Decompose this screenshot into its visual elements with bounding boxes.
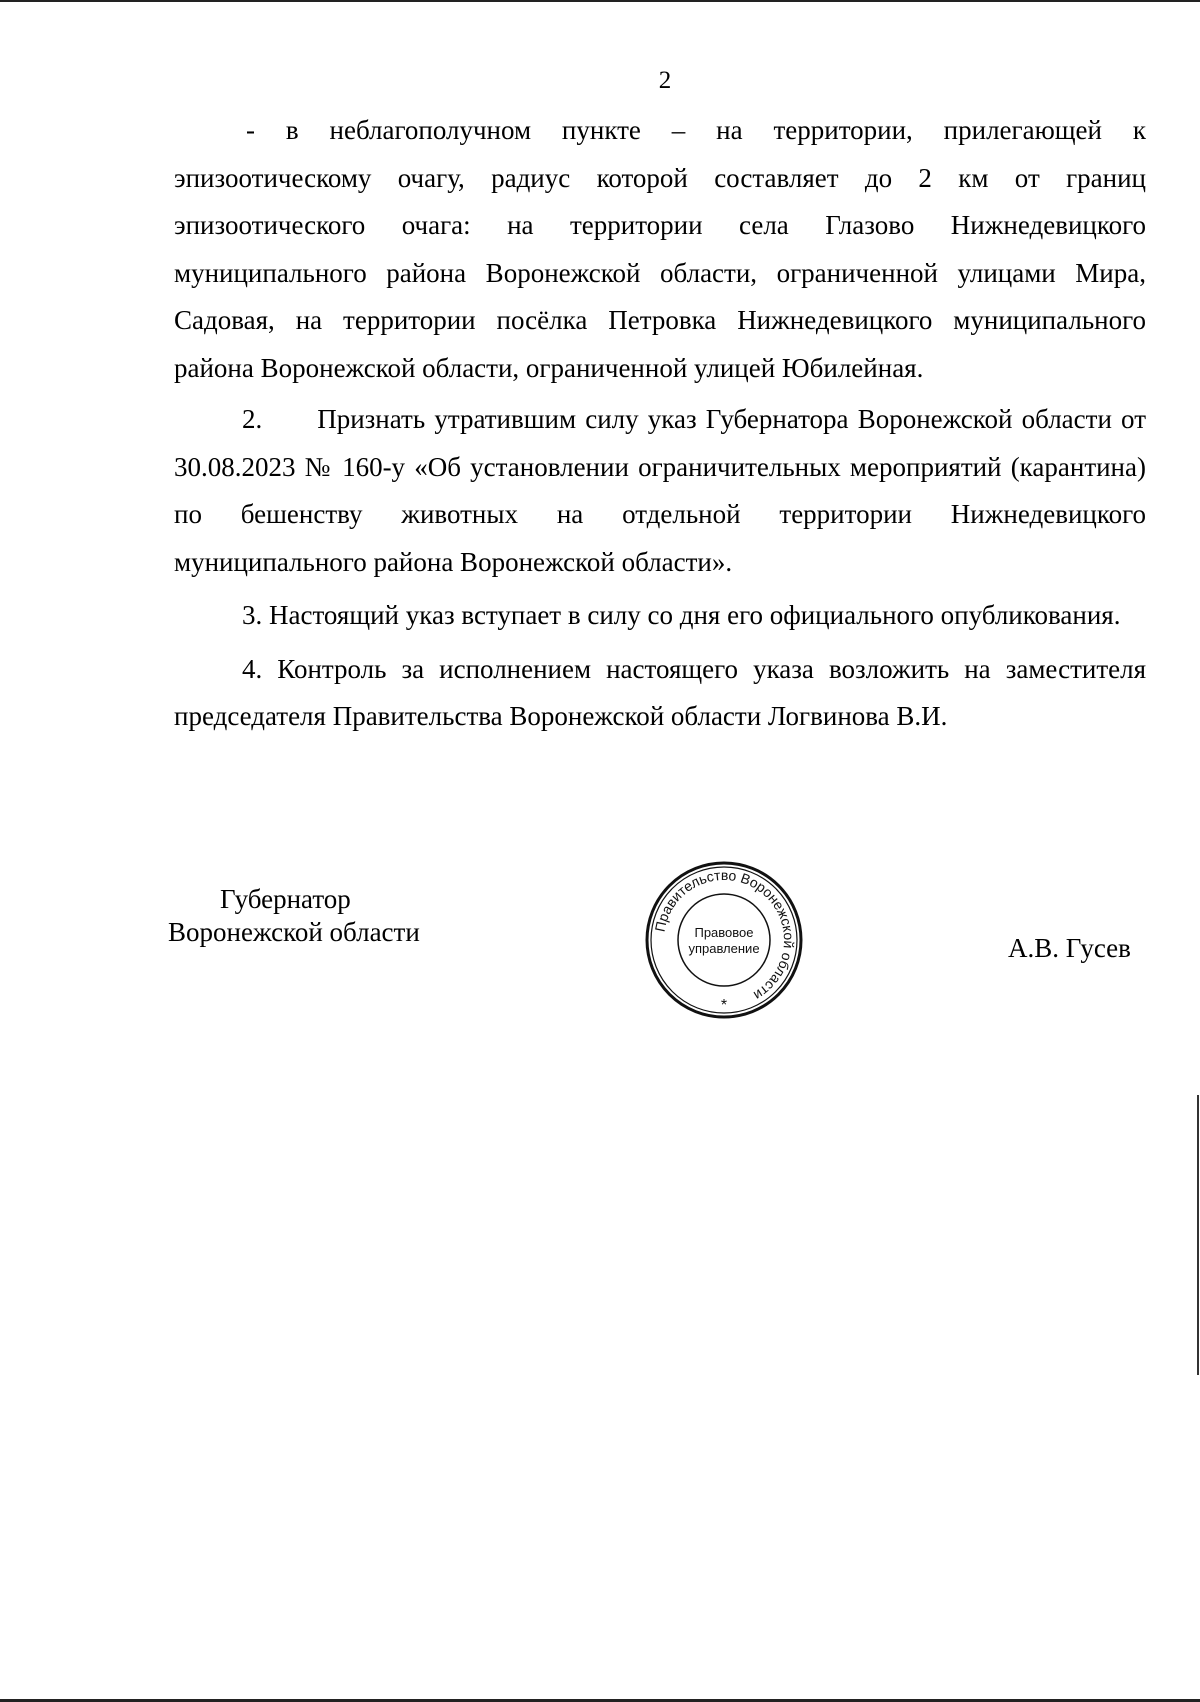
paragraph-3: 3. Настоящий указ вступает в силу со дня его официального опубликования. [242,600,1121,630]
signature-region: Воронежской области [168,917,420,947]
signature-title: Губернатор [220,884,351,914]
page-number: 2 [658,67,672,94]
signatory-name: А.В. Гусев [1008,933,1131,963]
stamp-inner-line-1: Правовое [694,925,754,940]
signature-position [168,883,420,949]
paragraph-1: - в неблагополучном пункте – на территории, прилегающей к эпизоотическому очагу, радиус которой составляет до 2 км от границ эпизоотического очага: на территории села Глазово Нижнедевицкого муниципального района Воронежской области, ограниченной улицами Мира, Садовая, на территории посёлка Петровка Нижнедевицкого муниципального района Воронежской области, ограниченной улицей Юбилейная. [174,115,1146,383]
scan-border-top [0,0,1200,2]
paragraph-2: 2. Признать утратившим силу указ Губернатора Воронежской области от 30.08.2023 № 160-у «Об установлении ограничительных мероприятий (карантина) по бешенству животных на отдельной территории Нижнедевицкого муниципального района Воронежской области». [174,404,1153,577]
stamp-star: * [720,997,728,1014]
document-body [174,107,1153,741]
official-stamp [644,860,804,1020]
scan-border-right [1197,1095,1199,1375]
stamp-outer-text: Правительство Воронежской области [651,866,798,1004]
stamp-inner-line-2: управление [688,941,760,956]
paragraph-4: 4. Контроль за исполнением настоящего указа возложить на заместителя председателя Правительства Воронежской области Логвинова В.И. [174,653,1146,731]
